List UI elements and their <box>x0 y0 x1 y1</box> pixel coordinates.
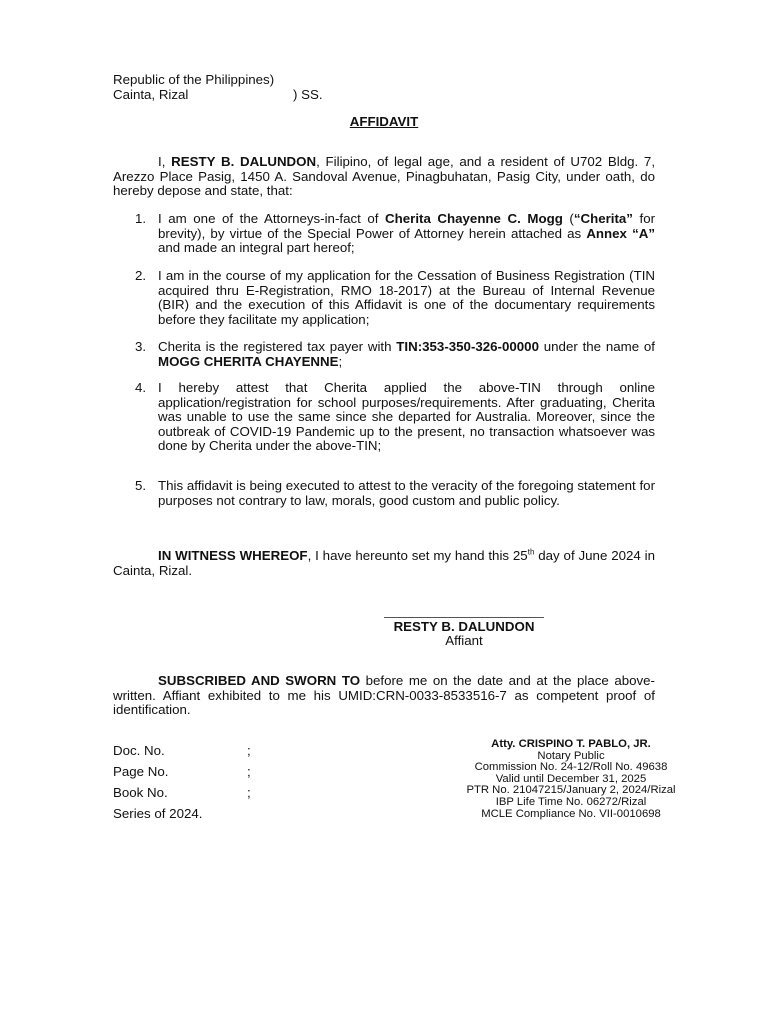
page-number-label: Page No. <box>113 764 169 779</box>
notary-name: Atty. CRISPINO T. PABLO, JR. <box>491 738 651 750</box>
notary-mcle: MCLE Compliance No. VII-0010698 <box>481 807 661 820</box>
list-item-number: 1. <box>135 211 147 226</box>
list-item-number: 4. <box>135 380 147 395</box>
jurat-paragraph <box>113 674 655 718</box>
book-number-separator: ; <box>247 785 251 800</box>
book-number-row <box>113 785 251 807</box>
item-text-part: ; <box>338 353 343 369</box>
item-text-part: and made an integral part hereof; <box>158 240 355 256</box>
signature-line <box>384 617 544 618</box>
intro-pre: I, <box>158 154 172 169</box>
notary-validity: Valid until December 31, 2025 <box>495 772 647 785</box>
list-item-number: 3. <box>135 339 147 354</box>
item-text-part: ( <box>562 211 574 226</box>
jurat-text: before me on the date and at the place above-written. Affiant exhibited to me his UMID:CRN-0033-8533516-7 as competent proof of identification. <box>113 673 655 718</box>
list-item-text <box>158 340 655 369</box>
annex-reference: Annex “A” <box>586 225 655 241</box>
list-item-text <box>158 212 655 256</box>
list-item-text: I am in the course of my application for the Cessation of Business Registration (TIN acquired thru E-Registration, RMO 18-2017) at the Bureau of Internal Revenue (BIR) and the execution of this Affidavit is one of the documentary requirements before they facilitate my application; <box>158 268 655 327</box>
venue-country: Republic of the Philippines) <box>113 72 275 87</box>
jurat-heading: SUBSCRIBED AND SWORN TO <box>158 673 361 688</box>
doc-number-row <box>113 743 251 765</box>
witness-heading: IN WITNESS WHEREOF <box>158 548 308 563</box>
ordinal-suffix: th <box>527 547 535 557</box>
witness-text: , I have hereunto set my hand this 25 <box>307 548 528 563</box>
document-title: AFFIDAVIT <box>349 114 419 129</box>
affiant-label: Affiant <box>445 633 483 648</box>
item-text-part: Cherita is the registered tax payer with <box>158 339 397 354</box>
doc-number-label: Doc. No. <box>113 743 165 758</box>
doc-number-separator: ; <box>247 743 251 758</box>
intro-post: , Filipino, of legal age, and a resident of U702 Bldg. 7, Arezzo Place Pasig, 1450 A. Sandoval Avenue, Pinagbuhatan, Pasig City, under oath, do hereby depose and state, that: <box>113 154 656 199</box>
tin-number: TIN:353-350-326-00000 <box>396 339 539 354</box>
series-label: Series of 2024. <box>113 806 203 821</box>
intro-paragraph <box>113 155 655 199</box>
notarial-register-block <box>113 743 251 828</box>
document-title-wrap <box>0 115 768 130</box>
venue-block <box>113 72 323 103</box>
page-number-separator: ; <box>247 764 251 779</box>
notary-ptr: PTR No. 21047215/January 2, 2024/Rizal <box>466 784 676 797</box>
item-text-part: under the name of <box>538 339 655 354</box>
list-item-text: This affidavit is being executed to attest to the veracity of the foregoing statement for purposes not contrary to law, morals, good custom and public policy. <box>158 478 655 508</box>
venue-ss: ) SS. <box>293 87 323 102</box>
affiant-name-inline: RESTY B. DALUNDON <box>171 154 317 169</box>
notary-block <box>450 739 692 820</box>
notary-commission: Commission No. 24-12/Roll No. 49638 <box>474 761 668 774</box>
registered-name: MOGG CHERITA CHAYENNE <box>158 353 339 369</box>
venue-city-line <box>113 87 323 103</box>
item-text-part: for brevity), by virtue of the Special Power of Attorney herein attached as <box>158 211 656 241</box>
list-item-number: 5. <box>135 478 147 493</box>
list-item-text: I hereby attest that Cherita applied the above-TIN through online application/registration for school purposes/requirements. After graduating, Cherita was unable to use the same since she departed for Australia. Moreover, since the outbreak of COVID-19 Pandemic up to the present, no transaction whatsoever was done by Cherita under the above-TIN; <box>158 380 655 454</box>
page-number-row <box>113 764 251 786</box>
item-text-part: I am one of the Attorneys-in-fact of <box>158 211 386 226</box>
affiant-signature-name: RESTY B. DALUNDON <box>393 619 535 634</box>
notary-ibp: IBP Life Time No. 06272/Rizal <box>495 795 647 808</box>
book-number-label: Book No. <box>113 785 168 800</box>
series-row <box>113 807 202 828</box>
witness-paragraph <box>113 549 655 578</box>
notary-title: Notary Public <box>537 749 605 762</box>
principal-short-name: “Cherita” <box>573 211 633 226</box>
list-item-number: 2. <box>135 268 147 283</box>
venue-city: Cainta, Rizal <box>113 87 189 102</box>
witness-text: day of June 2024 in Cainta, Rizal. <box>113 548 655 578</box>
principal-name: Cherita Chayenne C. Mogg <box>385 211 563 226</box>
